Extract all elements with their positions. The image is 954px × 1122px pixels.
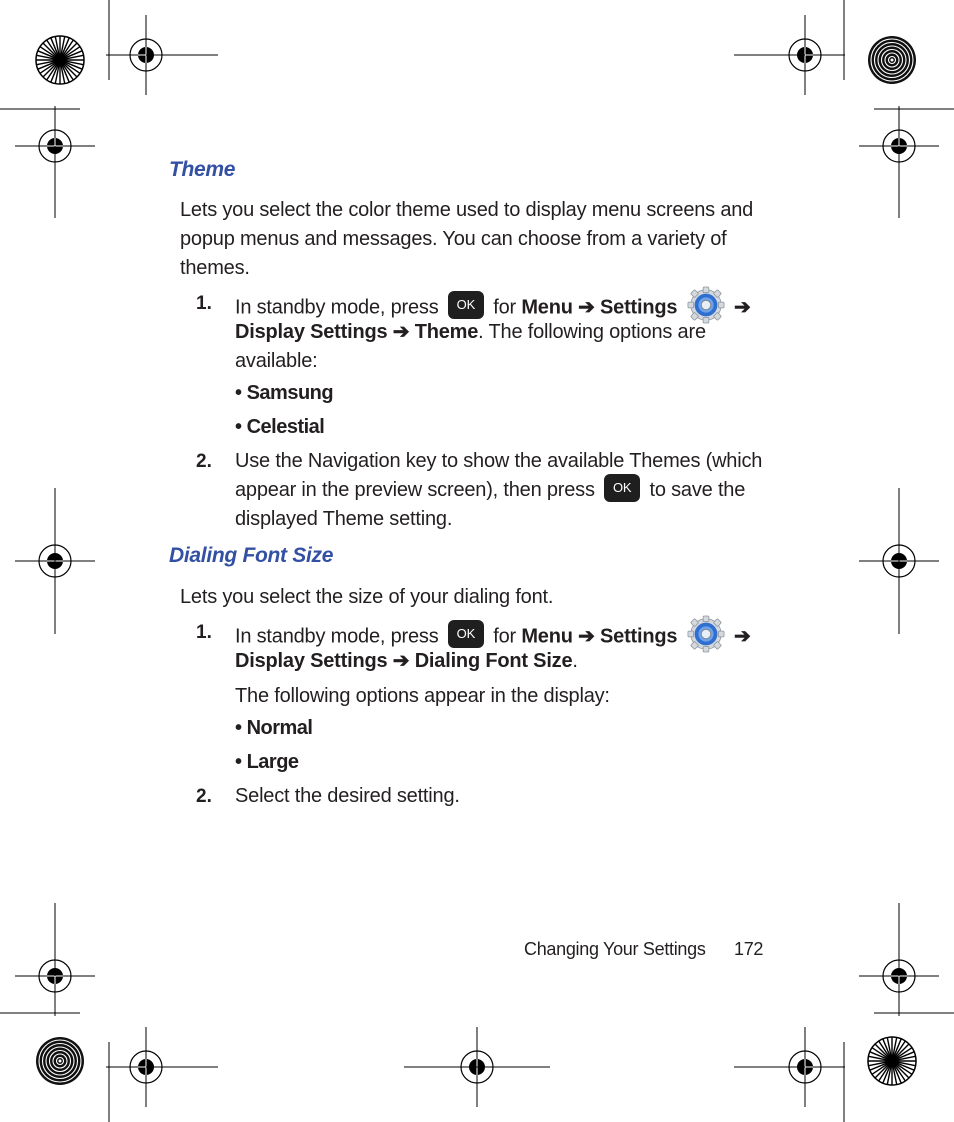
- step-line: In standby mode, press OK for Menu ➔ Settings ➔: [235, 618, 751, 656]
- intro-text: Lets you select the size of your dialing font.: [180, 586, 554, 608]
- step-line: Select the desired setting.: [235, 785, 460, 807]
- registration-target-icon: [36, 36, 84, 84]
- step-line: Display Settings ➔ Dialing Font Size.: [235, 650, 578, 672]
- ok-key-icon: OK: [448, 620, 484, 648]
- footer-section-title: Changing Your Settings: [524, 939, 706, 959]
- page-number: 172: [734, 939, 764, 959]
- step-line: In standby mode, press OK for Menu ➔ Settings ➔: [235, 289, 751, 327]
- step-number: 1.: [196, 293, 212, 314]
- registration-target-icon: [868, 1037, 916, 1085]
- registration-target-icon: [36, 1037, 84, 1085]
- intro-text: popup menus and messages. You can choose from a variety of: [180, 228, 727, 250]
- step-number: 1.: [196, 622, 212, 643]
- intro-text: Lets you select the color theme used to display menu screens and: [180, 199, 754, 221]
- registration-target-icon: [868, 36, 916, 84]
- option-bullet: • Samsung: [235, 382, 334, 404]
- step-line: Display Settings ➔ Theme. The following options are: [235, 321, 706, 343]
- option-bullet: • Large: [235, 751, 299, 773]
- intro-text: themes.: [180, 257, 250, 279]
- option-bullet: • Normal: [235, 717, 313, 739]
- section-heading-dialing-font-size: Dialing Font Size: [169, 544, 334, 567]
- ok-key-icon: OK: [448, 291, 484, 319]
- step-line: The following options appear in the display:: [235, 685, 610, 707]
- ok-key-icon: OK: [604, 474, 640, 502]
- option-bullet: • Celestial: [235, 416, 325, 438]
- settings-gear-icon: [687, 615, 725, 653]
- step-line: Use the Navigation key to show the available Themes (which: [235, 450, 763, 472]
- step-line: displayed Theme setting.: [235, 508, 453, 530]
- step-number: 2.: [196, 451, 212, 472]
- step-number: 2.: [196, 786, 212, 807]
- step-line: available:: [235, 350, 318, 372]
- section-heading-theme: Theme: [169, 158, 236, 181]
- step-line: appear in the preview screen), then press OK to save the: [235, 476, 745, 505]
